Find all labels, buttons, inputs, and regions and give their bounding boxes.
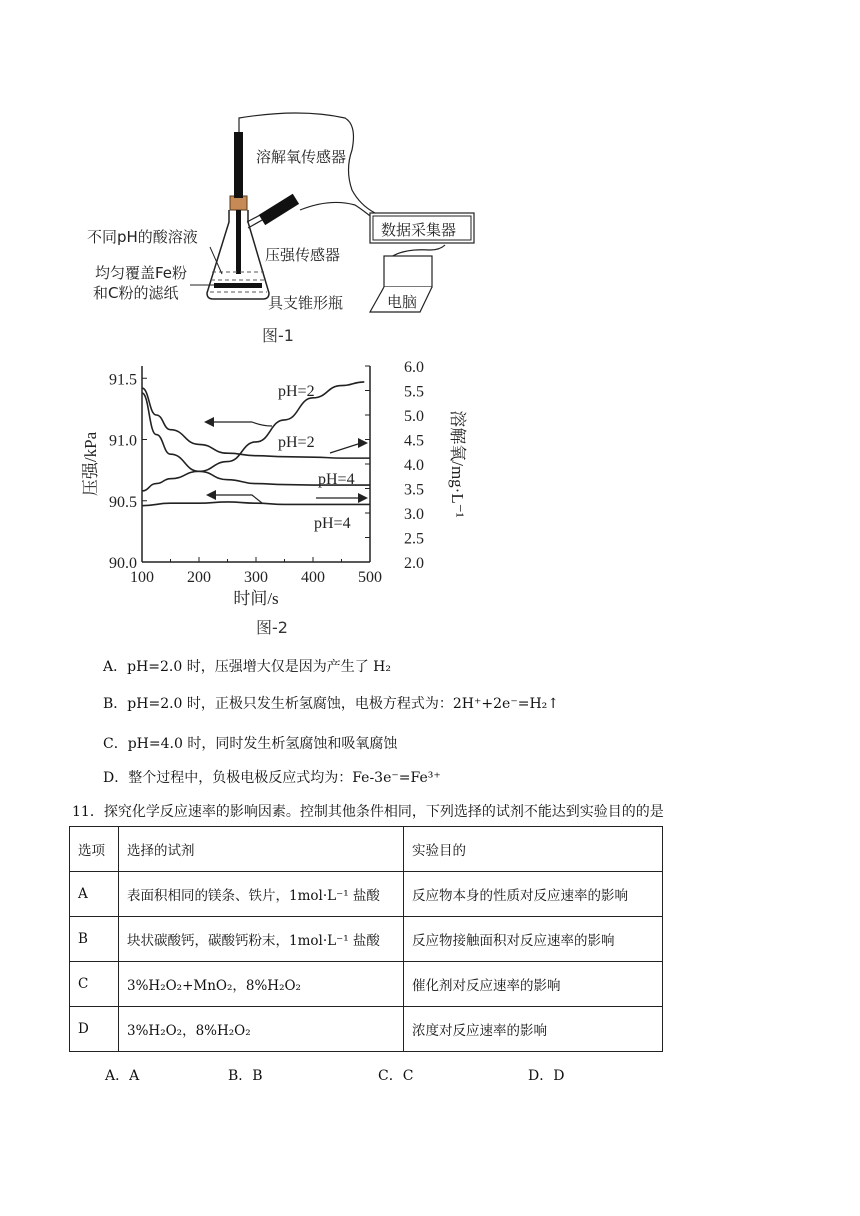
table-header-cell: 实验目的 (404, 827, 663, 872)
figure-2-caption: 图-2 (256, 618, 288, 637)
table-cell: 反应物本身的性质对反应速率的影响 (404, 872, 663, 917)
curve-series-4 (142, 502, 370, 506)
y-tick-label: 90.5 (109, 493, 137, 511)
y2-tick-label: 4.0 (404, 457, 424, 474)
table-cell: D (70, 1007, 119, 1052)
x-tick-label: 200 (187, 569, 211, 586)
option-a: A．pH=2.0 时，压强增大仅是因为产生了 H₂ (103, 659, 391, 675)
figure-1-caption: 图-1 (262, 326, 294, 345)
flask-label: 具支锥形瓶 (268, 294, 344, 312)
data-collector-label: 数据采集器 (381, 221, 457, 239)
curve-label: pH=2 (278, 434, 315, 451)
curve-label: pH=4 (314, 515, 351, 532)
computer-label: 电脑 (387, 293, 418, 311)
option-c: C．pH=4.0 时，同时发生析氢腐蚀和吸氧腐蚀 (103, 736, 398, 752)
table-header-cell: 选择的试剂 (119, 827, 404, 872)
arrow-ph4-pressure-head (206, 490, 216, 500)
oxygen-sensor-label: 溶解氧传感器 (256, 148, 347, 166)
table-header-cell: 选项 (70, 827, 119, 872)
table-cell: 3%H₂O₂+MnO₂，8%H₂O₂ (119, 962, 404, 1007)
chart-svg (0, 350, 860, 650)
y-tick-label: 90.0 (109, 555, 137, 572)
y-axis-label: 压强/kPa (81, 431, 100, 497)
arrow-ph4-oxygen-head (358, 493, 368, 503)
table-cell: C (70, 962, 119, 1007)
y-tick-label: 91.5 (109, 371, 137, 389)
x-tick-label: 400 (301, 569, 325, 586)
option-b: B．pH=2.0 时，正极只发生析氢腐蚀，电极方程式为：2H⁺+2e⁻=H₂↑ (103, 696, 560, 712)
y2-tick-label: 4.5 (404, 432, 424, 450)
pressure-sensor-label: 压强传感器 (265, 246, 341, 264)
table-header-row (70, 827, 663, 872)
acid-solution-label: 不同pH的酸溶液 (87, 228, 198, 246)
curve-label: pH=2 (278, 383, 315, 400)
table-cell: 3%H₂O₂，8%H₂O₂ (119, 1007, 404, 1052)
x-axis-label: 时间/s (233, 589, 279, 608)
y2-tick-label: 2.0 (404, 555, 424, 572)
y2-tick-label: 6.0 (404, 359, 424, 376)
table-row (70, 962, 663, 1007)
x-tick-label: 300 (244, 569, 268, 586)
arrow-ph2-oxygen-line (330, 444, 358, 453)
figure-1 (0, 0, 860, 350)
table-cell: 表面积相同的镁条、铁片，1mol·L⁻¹ 盐酸 (119, 872, 404, 917)
curve-label: pH=4 (318, 471, 355, 488)
answer-c: C．C (378, 1068, 414, 1084)
arrow-ph2-pressure-line (214, 422, 272, 426)
y2-tick-label: 3.0 (404, 506, 424, 523)
question-11: 11．探究化学反应速率的影响因素。控制其他条件相同，下列选择的试剂不能达到实验目的的是 (72, 804, 664, 820)
answer-b: B．B (228, 1068, 263, 1084)
table-row (70, 1007, 663, 1052)
y2-tick-label: 3.5 (404, 481, 424, 499)
filter-paper-label-line2: 和C粉的滤纸 (93, 284, 179, 302)
table-row (70, 872, 663, 917)
table-cell: 催化剂对反应速率的影响 (404, 962, 663, 1007)
y2-tick-label: 2.5 (404, 530, 424, 548)
arrow-ph2-pressure-head (204, 417, 214, 427)
filter-paper-label-line1: 均匀覆盖Fe粉 (95, 264, 188, 282)
option-d: D．整个过程中，负极电极反应式均为：Fe-3e⁻=Fe³⁺ (103, 770, 441, 786)
reagent-table (69, 826, 663, 1052)
table-cell: 浓度对反应速率的影响 (404, 1007, 663, 1052)
y2-tick-label: 5.5 (404, 383, 424, 401)
table-row (70, 917, 663, 962)
x-tick-label: 100 (130, 569, 154, 586)
table-cell: A (70, 872, 119, 917)
answer-d: D．D (528, 1068, 565, 1084)
y2-axis-label: 溶解氧/mg·L⁻¹ (448, 410, 467, 518)
y-tick-label: 91.0 (109, 432, 137, 450)
answer-a: A．A (105, 1068, 140, 1084)
table-cell: B (70, 917, 119, 962)
figure-2 (0, 350, 860, 650)
y2-tick-label: 5.0 (404, 408, 424, 425)
x-tick-label: 500 (358, 569, 382, 586)
table-cell: 块状碳酸钙，碳酸钙粉末，1mol·L⁻¹ 盐酸 (119, 917, 404, 962)
table-cell: 反应物接触面积对反应速率的影响 (404, 917, 663, 962)
